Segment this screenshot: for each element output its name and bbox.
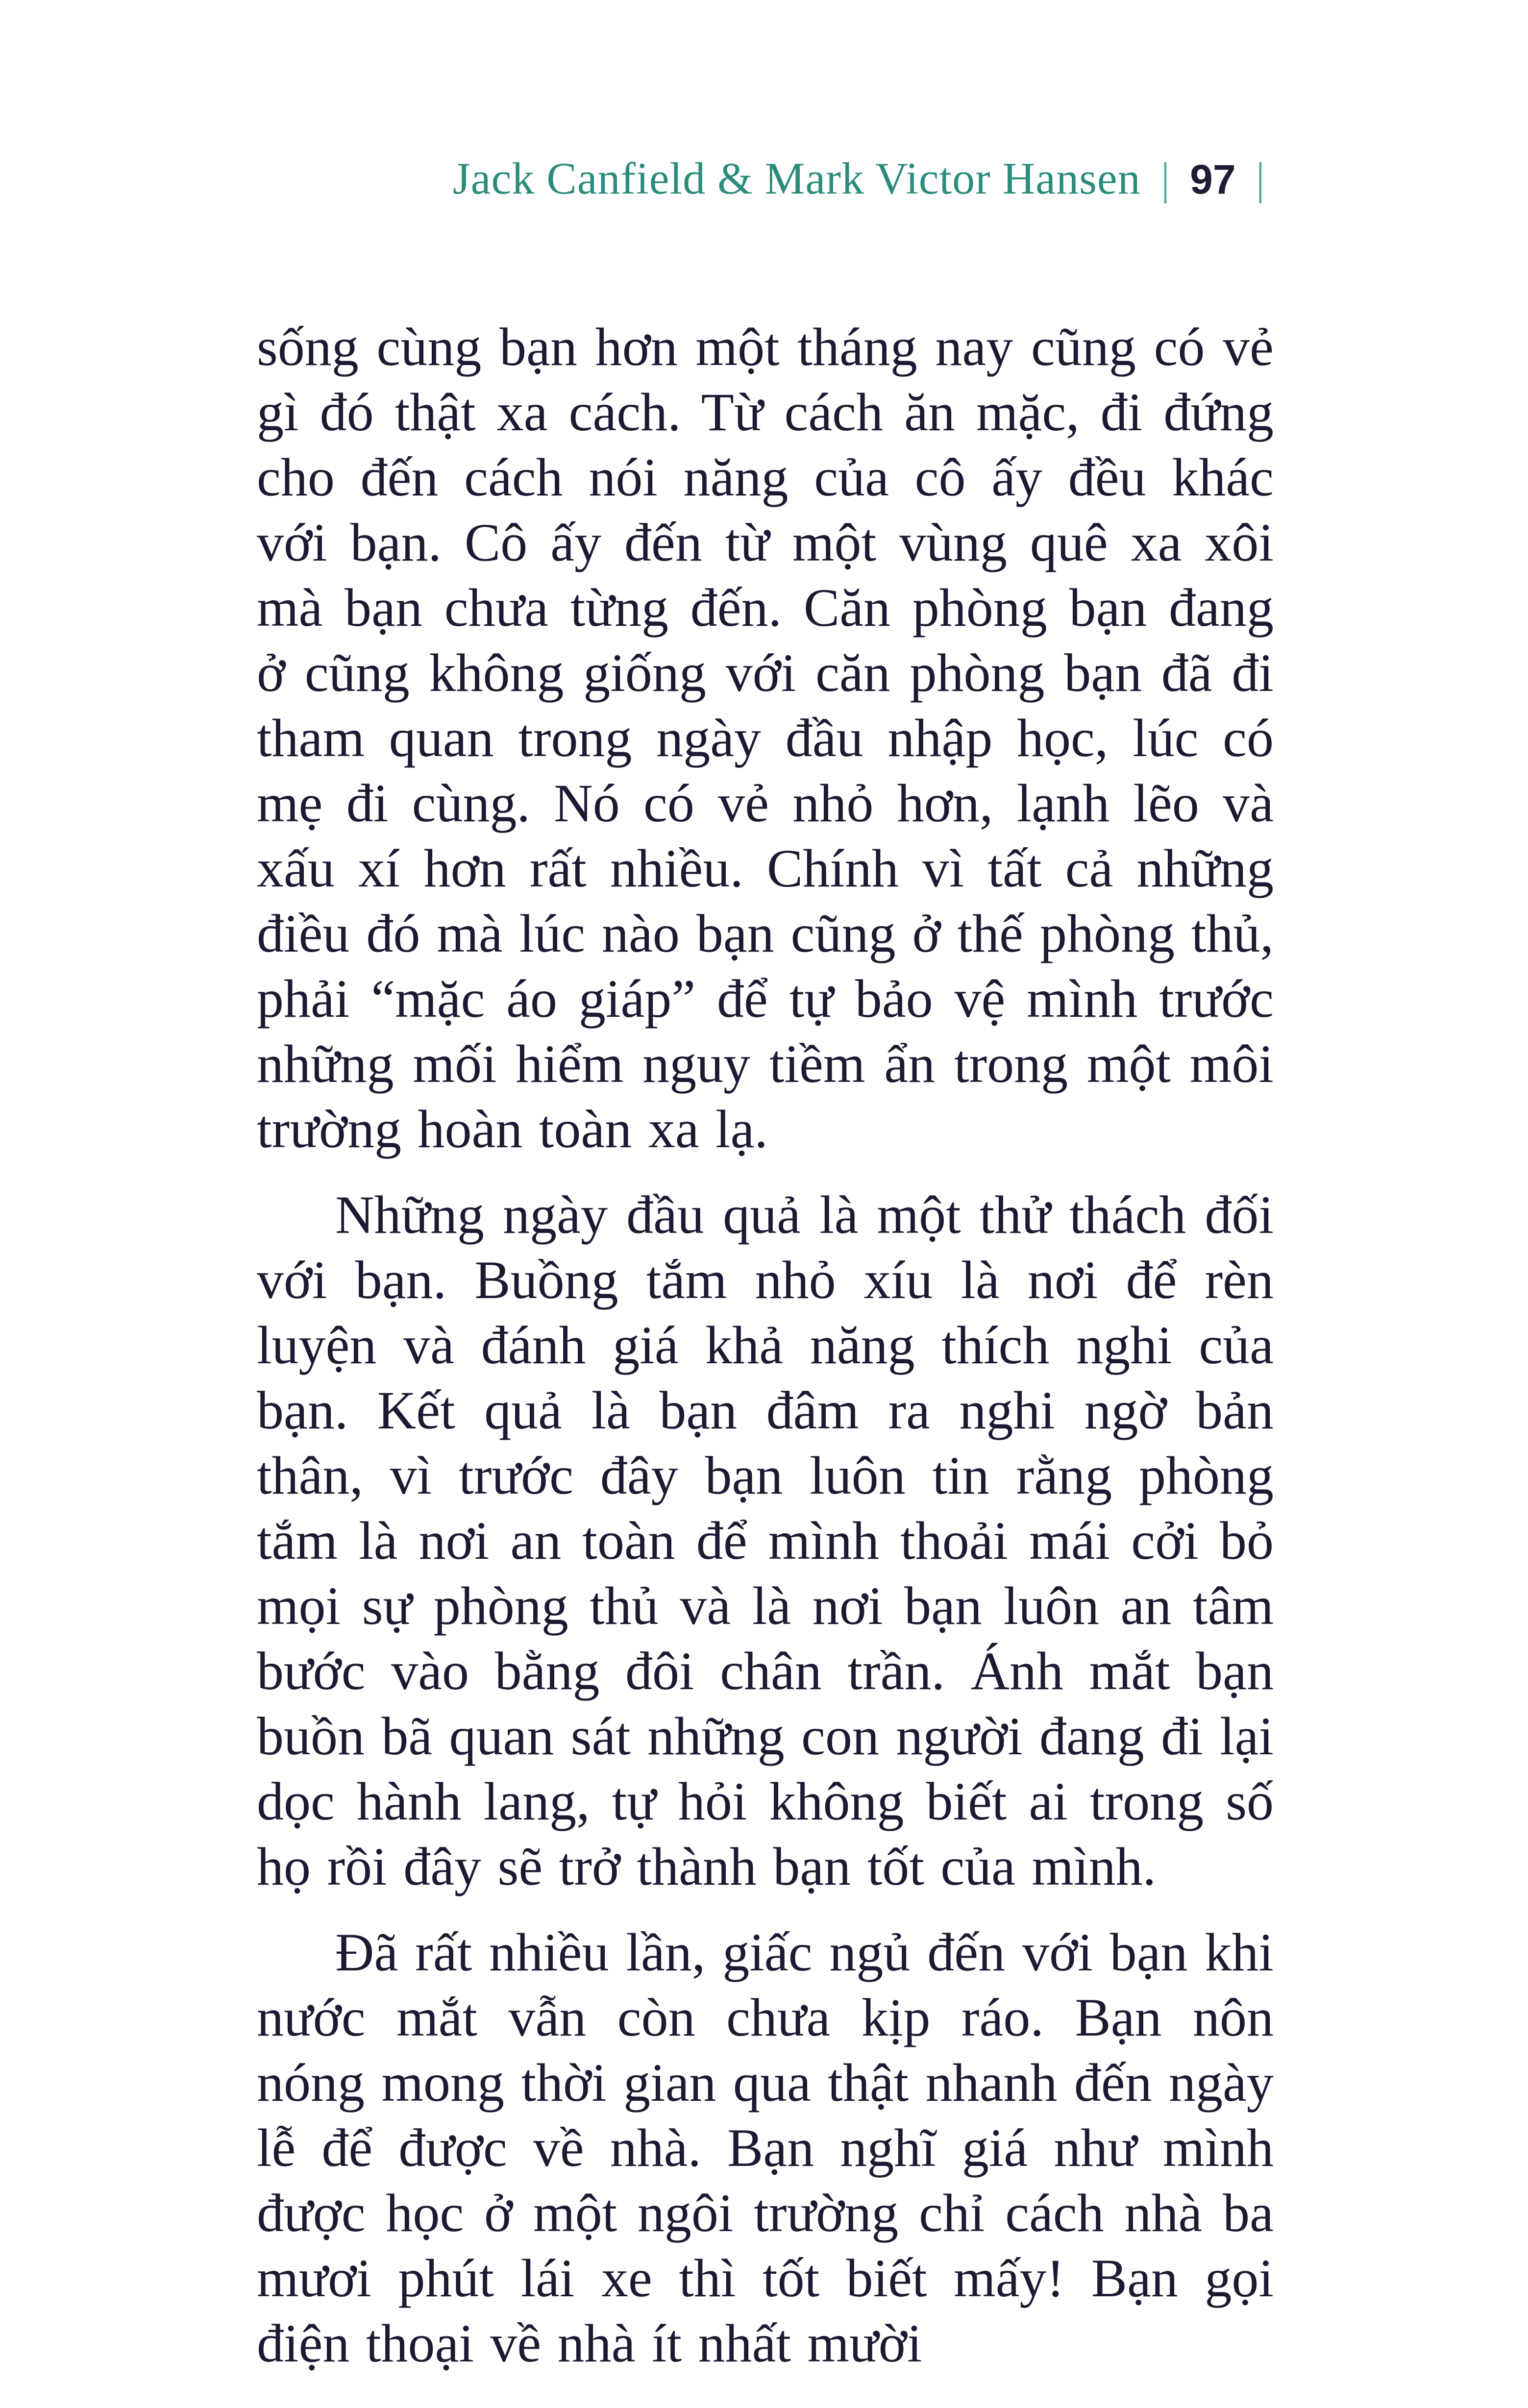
page-number: 97: [1190, 156, 1236, 202]
separator-bar-left: |: [1160, 153, 1170, 203]
paragraph-3: Đã rất nhiều lần, giấc ngủ đến với bạn khi nước mắt vẫn còn chưa kịp ráo. Bạn nôn nóng mong thời gian qua thật nhanh đến ngày lễ để được về nhà. Bạn nghĩ giá như mình được học ở một ngôi trường chỉ cách nhà ba mươi phút lái xe thì tốt biết mấy! Bạn gọi điện thoại về nhà ít nhất mười: [257, 1922, 1274, 2373]
separator-bar-right: |: [1256, 153, 1265, 203]
page-header: [257, 151, 1274, 207]
paragraph-2: Những ngày đầu quả là một thử thách đối với bạn. Buồng tắm nhỏ xíu là nơi để rèn luyện và đánh giá khả năng thích nghi của bạn. Kết quả là bạn đâm ra nghi ngờ bản thân, vì trước đây bạn luôn tin rằng phòng tắm là nơi an toàn để mình thoải mái cởi bỏ mọi sự phòng thủ và là nơi bạn luôn an tâm bước vào bằng đôi chân trần. Ánh mắt bạn buồn bã quan sát những con người đang đi lại dọc hành lang, tự hỏi không biết ai trong số họ rồi đây sẽ trở thành bạn tốt của mình.: [257, 1185, 1274, 1896]
content-column: [257, 151, 1274, 2397]
body-text: [257, 315, 1274, 2376]
paragraph-1: sống cùng bạn hơn một tháng nay cũng có vẻ gì đó thật xa cách. Từ cách ăn mặc, đi đứng cho đến cách nói năng của cô ấy đều khác với bạn. Cô ấy đến từ một vùng quê xa xôi mà bạn chưa từng đến. Căn phòng bạn đang ở cũng không giống với căn phòng bạn đã đi tham quan trong ngày đầu nhập học, lúc có mẹ đi cùng. Nó có vẻ nhỏ hơn, lạnh lẽo và xấu xí hơn rất nhiều. Chính vì tất cả những điều đó mà lúc nào bạn cũng ở thế phòng thủ, phải “mặc áo giáp” để tự bảo vệ mình trước những mối hiểm nguy tiềm ẩn trong một môi trường hoàn toàn xa lạ.: [257, 317, 1274, 1159]
running-head-authors: Jack Canfield & Mark Victor Hansen: [452, 153, 1141, 203]
